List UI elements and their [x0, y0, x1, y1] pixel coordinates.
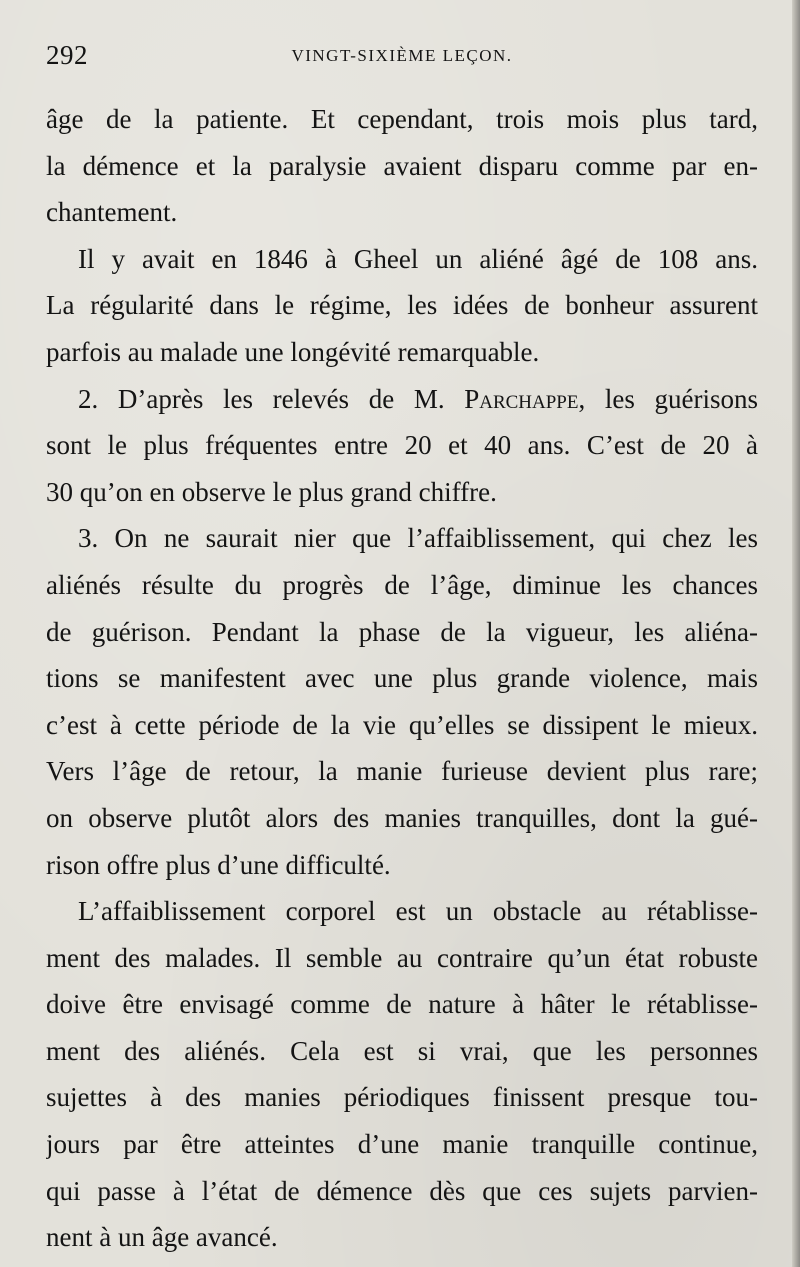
text-line-23: jours par être atteintes d’une manie tranquille continue,	[46, 1129, 758, 1160]
text-line-2: la démence et la paralysie avaient disparu comme par en-	[46, 150, 758, 181]
text-line-18: L’affaiblissement corporel est un obstacle au rétablisse-	[78, 896, 758, 927]
text-line-5: La régularité dans le régime, les idées de bonheur assurent	[46, 290, 758, 321]
text-line-7-end: , les guérisons	[578, 383, 758, 414]
text-line-12: de guérison. Pendant la phase de la vigueur, les aliéna-	[46, 616, 758, 647]
text-line-19: ment des malades. Il semble au contraire qu’un état robuste	[46, 942, 758, 973]
page-number: 292	[46, 40, 88, 70]
running-head: VINGT-SIXIÈME LEÇON.	[291, 46, 513, 65]
text-line-10: 3. On ne saurait nier que l’affaiblissement, qui chez les	[78, 523, 758, 554]
text-line-13: tions se manifestent avec une plus grande violence, mais	[46, 663, 758, 694]
page-header	[46, 40, 758, 80]
text-line-17: rison offre plus d’une difficulté.	[46, 849, 391, 880]
text-line-20: doive être envisagé comme de nature à hâter le rétablisse-	[46, 989, 758, 1020]
text-line-11: aliénés résulte du progrès de l’âge, diminue les chances	[46, 569, 758, 600]
text-line-7	[46, 376, 758, 423]
text-line-22: sujettes à des manies périodiques finissent presque tou-	[46, 1082, 758, 1113]
page-edge-shadow	[792, 0, 800, 1267]
text-line-16: on observe plutôt alors des manies tranquilles, dont la gué-	[46, 802, 758, 833]
text-line-14: c’est à cette période de la vie qu’elles se dissipent le mieux.	[46, 709, 758, 740]
text-line-8: sont le plus fréquentes entre 20 et 40 ans. C’est de 20 à	[46, 430, 758, 461]
text-line-7-start: 2. D’après les relevés de M.	[78, 383, 465, 414]
text-line-25: nent à un âge avancé.	[46, 1222, 278, 1253]
text-line-3: chantement.	[46, 197, 178, 228]
text-line-15: Vers l’âge de retour, la manie furieuse devient plus rare;	[46, 756, 758, 787]
text-line-24: qui passe à l’état de démence dès que ces sujets parvien-	[46, 1175, 758, 1206]
body-text	[46, 96, 758, 1261]
text-line-6: parfois au malade une longévité remarquable.	[46, 336, 540, 367]
text-line-9: 30 qu’on en observe le plus grand chiffre.	[46, 476, 497, 507]
text-line-4: Il y avait en 1846 à Gheel un aliéné âgé de 108 ans.	[78, 243, 758, 274]
text-line-1: âge de la patiente. Et cependant, trois mois plus tard,	[46, 104, 758, 134]
author-name-parchappe: Parchappe	[464, 383, 579, 414]
text-line-21: ment des aliénés. Cela est si vrai, que les personnes	[46, 1035, 758, 1066]
